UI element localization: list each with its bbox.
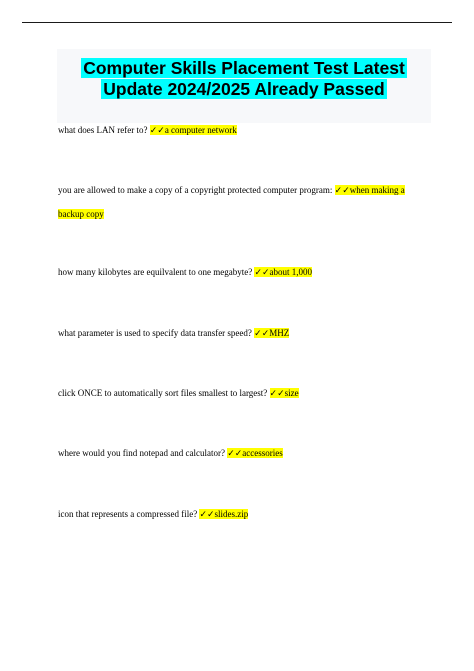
answer-text: accessories bbox=[242, 448, 283, 458]
answer-text: about 1,000 bbox=[269, 267, 313, 277]
qa-item bbox=[58, 327, 289, 340]
answer-text: backup copy bbox=[58, 209, 104, 219]
answer-highlight bbox=[150, 125, 237, 135]
check-icon: ✓✓ bbox=[227, 449, 243, 459]
answer-highlight bbox=[270, 388, 299, 398]
qa-item bbox=[58, 179, 430, 226]
check-icon: ✓✓ bbox=[254, 329, 270, 339]
question-text: where would you find notepad and calculator? bbox=[58, 448, 225, 458]
question-text: you are allowed to make a copy of a copyright protected computer program: bbox=[58, 185, 333, 195]
title-line-1: Computer Skills Placement Test Latest bbox=[83, 58, 405, 78]
question-text: what does LAN refer to? bbox=[58, 125, 148, 135]
answer-highlight-continued bbox=[58, 209, 104, 219]
check-icon: ✓✓ bbox=[334, 186, 350, 196]
question-text: icon that represents a compressed file? bbox=[58, 509, 198, 519]
check-icon: ✓✓ bbox=[199, 510, 215, 520]
answer-highlight bbox=[199, 509, 248, 519]
check-icon: ✓✓ bbox=[254, 268, 270, 278]
answer-highlight bbox=[254, 328, 289, 338]
qa-item bbox=[58, 124, 237, 137]
answer-text: when making a bbox=[349, 185, 405, 195]
title-panel bbox=[57, 49, 431, 123]
qa-item bbox=[58, 508, 248, 521]
answer-highlight bbox=[335, 185, 405, 195]
question-text: what parameter is used to specify data transfer speed? bbox=[58, 328, 252, 338]
qa-item bbox=[58, 447, 283, 460]
check-icon: ✓✓ bbox=[149, 126, 165, 136]
qa-item bbox=[58, 387, 299, 400]
answer-highlight bbox=[254, 267, 312, 277]
qa-item bbox=[58, 266, 312, 279]
answer-text: slides.zip bbox=[214, 509, 249, 519]
answer-text: size bbox=[284, 388, 299, 398]
question-text: click ONCE to automatically sort files smallest to largest? bbox=[58, 388, 268, 398]
answer-text: MHZ bbox=[269, 328, 290, 338]
top-divider bbox=[22, 22, 452, 23]
document-title bbox=[57, 58, 431, 100]
answer-highlight bbox=[227, 448, 283, 458]
answer-text: a computer network bbox=[164, 125, 237, 135]
title-line-2: Update 2024/2025 Already Passed bbox=[103, 79, 385, 99]
question-text: how many kilobytes are equilvalent to one megabyte? bbox=[58, 267, 253, 277]
check-icon: ✓✓ bbox=[269, 389, 285, 399]
